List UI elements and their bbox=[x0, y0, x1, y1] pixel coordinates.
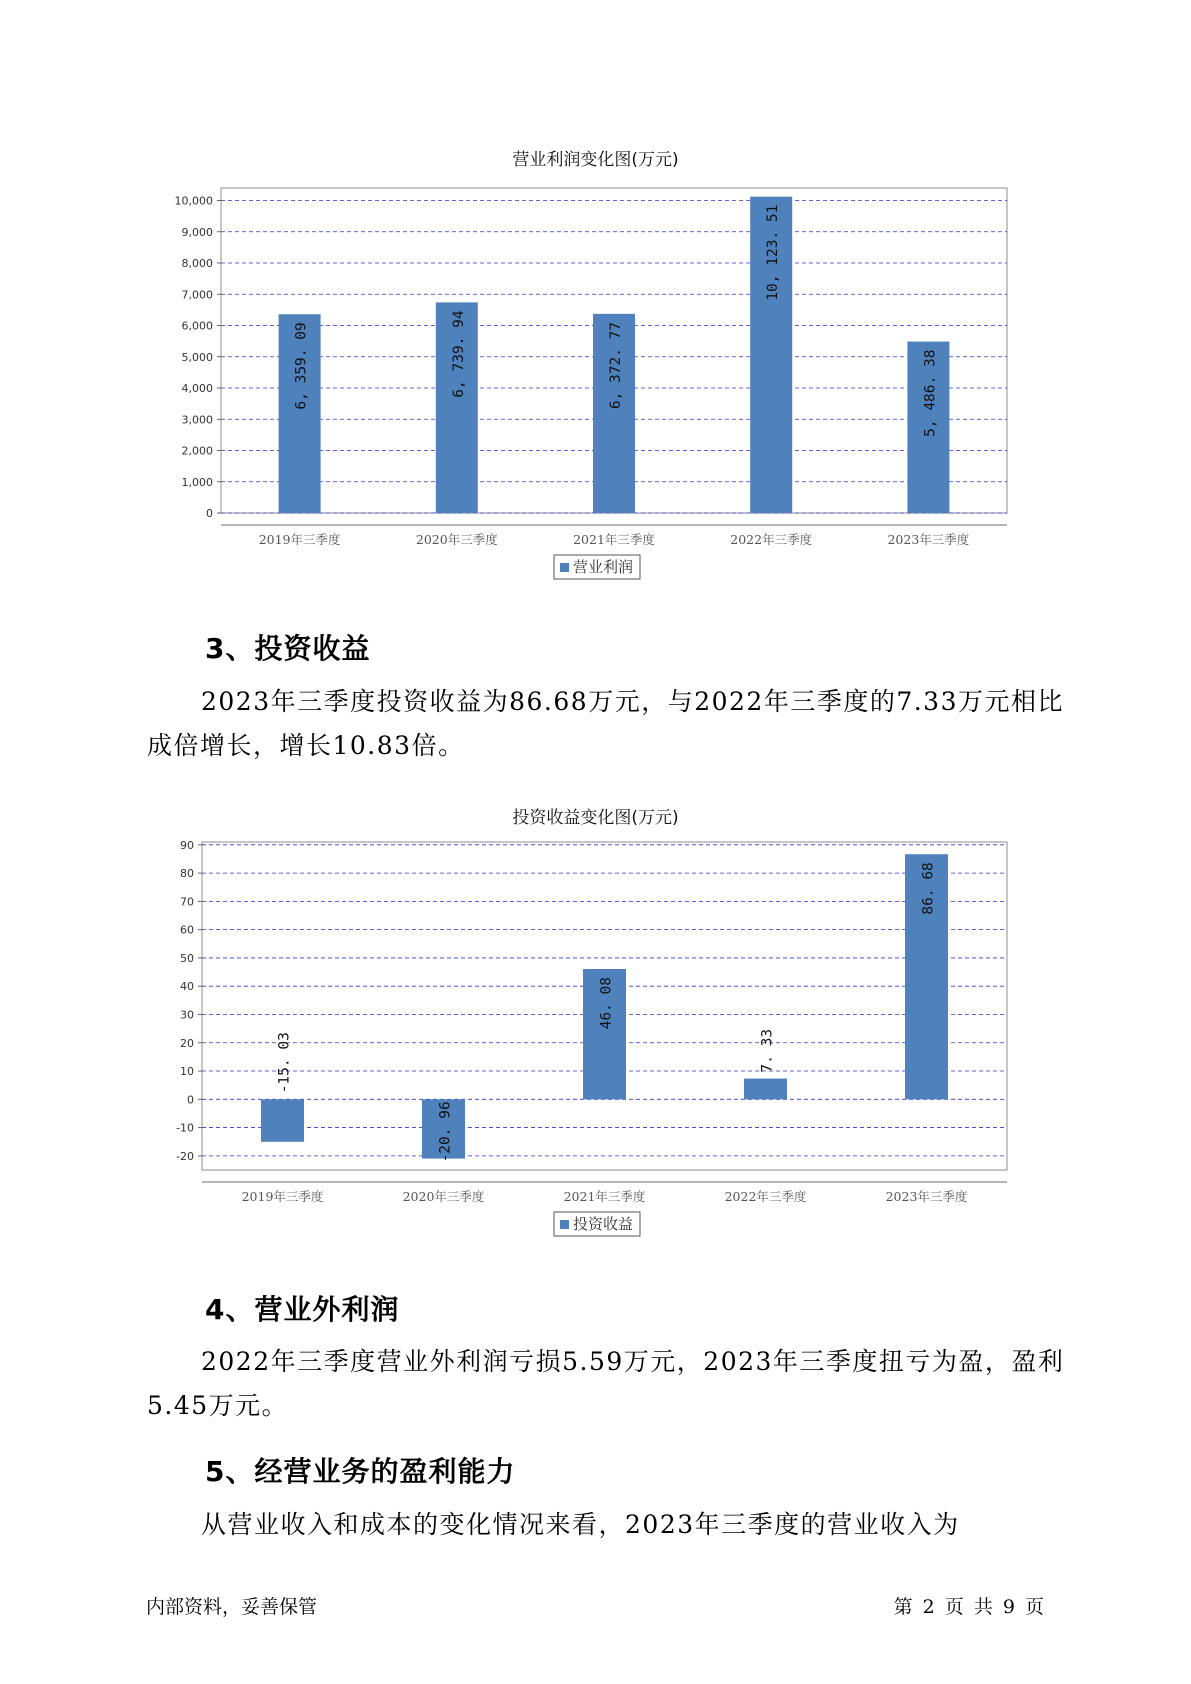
x-tick-label: 2023年三季度 bbox=[885, 1189, 968, 1204]
y-tick-label: 0 bbox=[187, 1093, 194, 1107]
y-tick-label: 80 bbox=[180, 867, 194, 881]
data-label: 6, 359. 09 bbox=[293, 322, 310, 410]
data-label: 6, 739. 94 bbox=[450, 310, 467, 398]
section-heading-non-operating-profit: 4、营业外利润 bbox=[205, 1293, 400, 1326]
y-tick-label: 3,000 bbox=[181, 413, 213, 427]
y-tick-label: 8,000 bbox=[181, 257, 213, 270]
data-label: 5, 486. 38 bbox=[922, 349, 939, 437]
y-tick-label: 1,000 bbox=[181, 475, 213, 489]
x-tick-label: 2020年三季度 bbox=[402, 1189, 485, 1204]
y-tick-label: 10 bbox=[180, 1065, 194, 1079]
data-label: 86. 68 bbox=[920, 862, 937, 915]
data-label: 6, 372. 77 bbox=[608, 321, 624, 410]
legend-label: 营业利润 bbox=[573, 558, 634, 576]
y-tick-label: 90 bbox=[180, 838, 194, 852]
section-paragraph-investment-income: 2023年三季度投资收益为86.68万元，与2022年三季度的7.33万元相比成倍增长，增长10.83倍。 bbox=[147, 687, 1064, 760]
x-tick-label: 2022年三季度 bbox=[724, 1189, 807, 1204]
y-tick-label: 60 bbox=[180, 923, 194, 937]
bar bbox=[744, 1079, 787, 1100]
y-tick-label: 50 bbox=[180, 951, 194, 965]
x-tick-label: 2019年三季度 bbox=[241, 1189, 324, 1204]
operating-profit-chart bbox=[0, 180, 1191, 620]
data-label: 10, 123. 51 bbox=[765, 204, 782, 301]
y-tick-label: 2,000 bbox=[181, 444, 213, 458]
legend-swatch bbox=[560, 1220, 569, 1229]
footer-confidential-note: 内部资料，妥善保管 bbox=[146, 1596, 318, 1618]
bar bbox=[261, 1099, 304, 1141]
y-tick-label: 40 bbox=[180, 980, 194, 994]
x-tick-label: 2022年三季度 bbox=[730, 532, 813, 547]
section-paragraph-profitability: 从营业收入和成本的变化情况来看，2023年三季度的营业收入为 bbox=[201, 1510, 960, 1539]
y-tick-label: 7,000 bbox=[181, 288, 213, 302]
x-tick-label: 2021年三季度 bbox=[573, 532, 655, 547]
x-tick-label: 2019年三季度 bbox=[258, 532, 341, 547]
y-tick-label: 4,000 bbox=[181, 382, 213, 395]
chart-title-operating-profit: 营业利润变化图(万元) bbox=[512, 150, 679, 170]
data-label: 7. 33 bbox=[759, 1028, 776, 1073]
section-paragraph-non-operating-profit: 2022年三季度营业外利润亏损5.59万元，2023年三季度扭亏为盈，盈利5.45万元。 bbox=[147, 1347, 1065, 1420]
y-tick-label: -20 bbox=[176, 1149, 194, 1163]
footer-page-number: 第 2 页 共 9 页 bbox=[893, 1596, 1046, 1618]
x-tick-label: 2023年三季度 bbox=[887, 532, 970, 547]
y-tick-label: 30 bbox=[180, 1008, 194, 1022]
y-tick-label: 20 bbox=[180, 1036, 194, 1050]
x-tick-label: 2021年三季度 bbox=[563, 1189, 646, 1204]
chart-title-investment-income: 投资收益变化图(万元) bbox=[512, 808, 679, 828]
x-tick-label: 2020年三季度 bbox=[415, 532, 498, 547]
legend-swatch bbox=[560, 563, 569, 572]
y-tick-label: 5,000 bbox=[181, 350, 213, 364]
y-tick-label: 6,000 bbox=[181, 319, 213, 333]
y-tick-label: 0 bbox=[206, 507, 213, 520]
data-label: 46. 08 bbox=[598, 977, 615, 1030]
investment-income-chart bbox=[0, 835, 1191, 1255]
y-tick-label: -10 bbox=[176, 1121, 194, 1135]
y-tick-label: 70 bbox=[180, 895, 194, 909]
data-label: -20. 96 bbox=[437, 1101, 454, 1163]
data-label: -15. 03 bbox=[276, 1032, 293, 1094]
y-tick-label: 10,000 bbox=[174, 194, 213, 208]
y-tick-label: 9,000 bbox=[181, 225, 213, 239]
legend-label: 投资收益 bbox=[573, 1215, 634, 1233]
section-heading-investment-income: 3、投资收益 bbox=[205, 632, 371, 665]
section-heading-profitability: 5、经营业务的盈利能力 bbox=[205, 1455, 516, 1488]
